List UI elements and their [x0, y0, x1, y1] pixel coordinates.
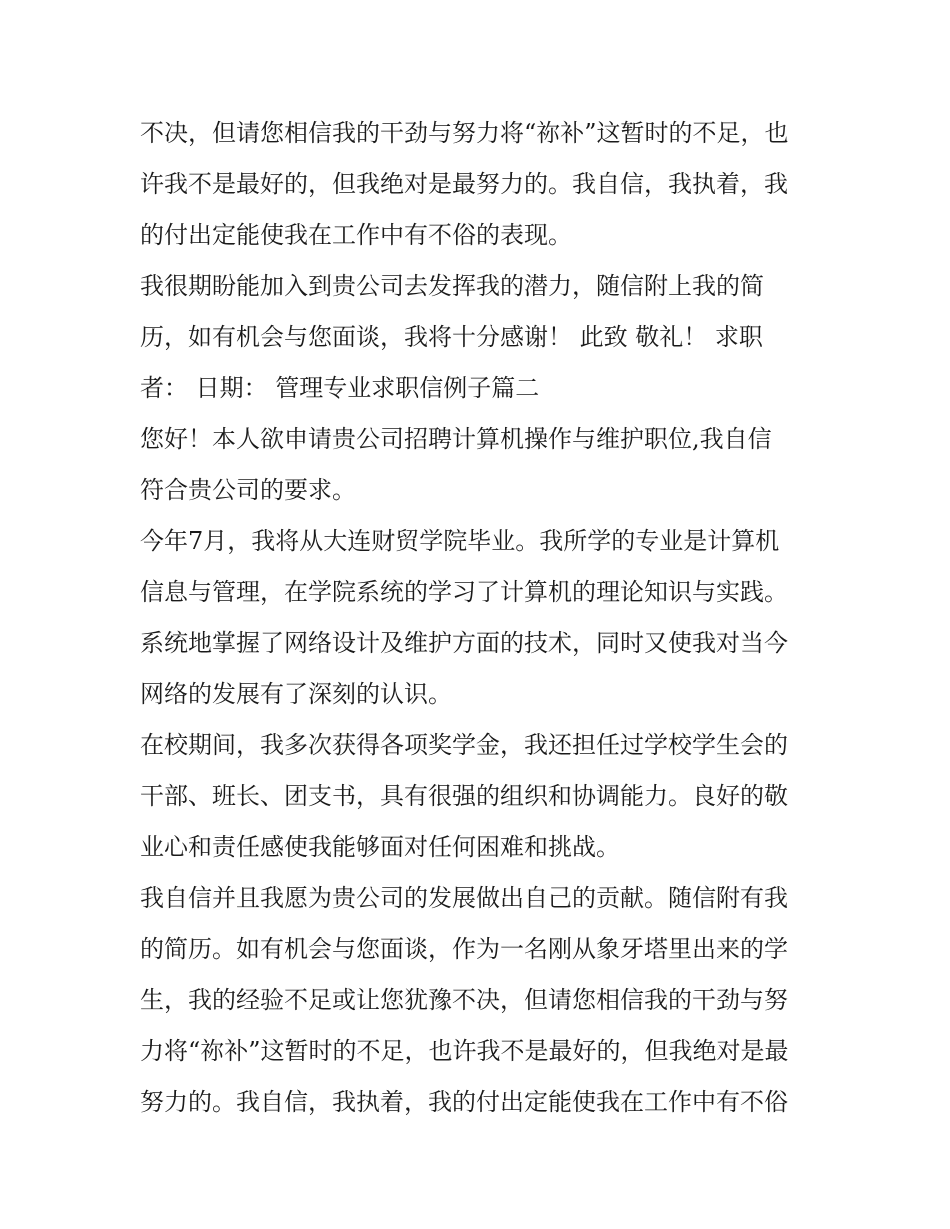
- text-line: 我自信并且我愿为贵公司的发展做出自己的贡献。随信附有我: [140, 884, 788, 912]
- text-line: 历，如有机会与您面谈，我将十分感谢！ 此致 敬礼！ 求职: [140, 323, 763, 351]
- text-line: 您好！本人欲申请贵公司招聘计算机操作与维护职位,我自信: [140, 425, 772, 453]
- text-line: 的付出定能使我在工作中有不俗的表现。: [140, 221, 572, 249]
- text-line: 系统地掌握了网络设计及维护方面的技术，同时又使我对当今: [140, 629, 788, 657]
- text-line: 在校期间，我多次获得各项奖学金，我还担任过学校学生会的: [140, 731, 788, 759]
- document-body: [140, 108, 820, 1128]
- text-line: 力将“祢补”这暂时的不足，也许我不是最好的，但我绝对是最: [140, 1037, 789, 1065]
- text-line: 许我不是最好的，但我绝对是最努力的。我自信，我执着，我: [140, 170, 788, 198]
- text-line: 我很期盼能加入到贵公司去发挥我的潜力，随信附上我的简: [140, 272, 764, 300]
- text-line: 今年7月，我将从大连财贸学院毕业。我所学的专业是计算机: [140, 527, 780, 555]
- text-line: 信息与管理，在学院系统的学习了计算机的理论知识与实践。: [140, 578, 788, 606]
- text-line: 网络的发展有了深刻的认识。: [140, 680, 452, 708]
- text-line: 生，我的经验不足或让您犹豫不决，但请您相信我的干劲与努: [140, 986, 788, 1014]
- text-line: 的简历。如有机会与您面谈，作为一名刚从象牙塔里出来的学: [140, 935, 788, 963]
- text-line: 者： 日期： 管理专业求职信例子篇二: [140, 374, 540, 402]
- text-line: 符合贵公司的要求。: [140, 476, 356, 504]
- text-line: 业心和责任感使我能够面对任何困难和挑战。: [140, 833, 620, 861]
- text-line: 不决，但请您相信我的干劲与努力将“祢补”这暂时的不足，也: [140, 119, 789, 147]
- text-line: 努力的。我自信，我执着，我的付出定能使我在工作中有不俗: [140, 1088, 788, 1116]
- text-line: 干部、班长、团支书，具有很强的组织和协调能力。良好的敬: [140, 782, 788, 810]
